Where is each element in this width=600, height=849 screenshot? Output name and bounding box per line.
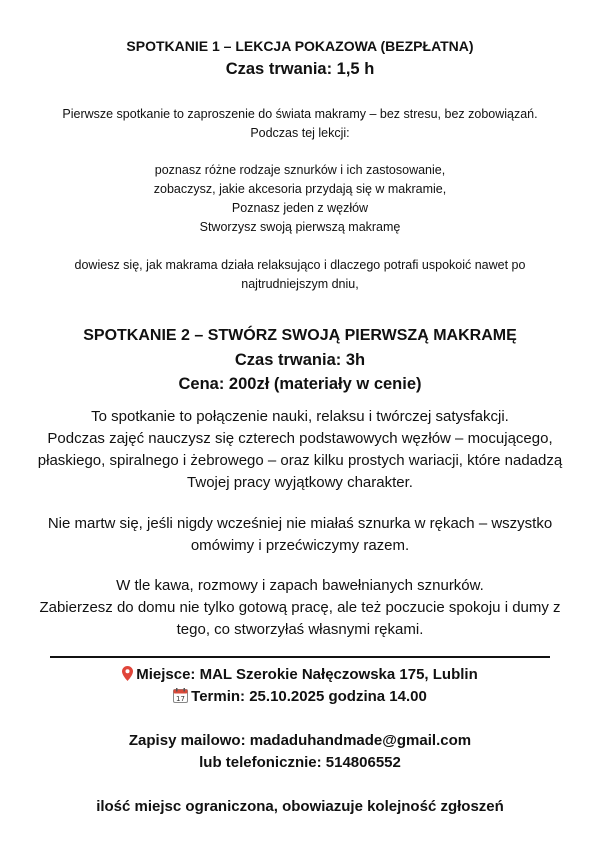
section2-para-line: To spotkanie to połączenie nauki, relaksu i twórczej satysfakcji. <box>91 408 509 425</box>
section1-intro <box>0 105 600 143</box>
section1-title: SPOTKANIE 1 – LEKCJA POKAZOWA (BEZPŁATNA) <box>126 38 474 54</box>
section1-intro-line: Podczas tej lekcji: <box>250 126 350 140</box>
section1-outro-line: najtrudniejszym dniu, <box>241 277 359 291</box>
location-line <box>0 664 600 686</box>
section2-para-line: Nie martw się, jeśli nigdy wcześniej nie miałaś sznurka w rękach – wszystko <box>47 515 553 532</box>
section1-outro <box>0 256 600 294</box>
section1-outro-line: dowiesz się, jak makrama działa relaksująco i dlaczego potrafi uspokoić nawet po <box>74 258 526 272</box>
section1-list <box>0 161 600 237</box>
pin-icon <box>122 664 133 686</box>
date-text: Termin: 25.10.2025 godzina 14.00 <box>191 688 427 705</box>
section1-intro-line: Pierwsze spotkanie to zaproszenie do świata makramy – bez stresu, bez zobowiązań. <box>62 107 538 121</box>
section2-para3 <box>0 575 600 641</box>
list-item: poznasz różne rodzaje sznurków i ich zastosowanie, <box>154 163 446 177</box>
location-text: Miejsce: MAL Szerokie Nałęczowska 175, Lublin <box>136 666 478 683</box>
list-item: Stworzysz swoją pierwszą makramę <box>199 220 401 234</box>
calendar-icon <box>173 686 188 708</box>
section2-para-line: W tle kawa, rozmowy i zapach bawełnianych sznurków. <box>116 577 484 594</box>
date-line <box>0 686 600 708</box>
section2-para-line: płaskiego, spiralnego i żebrowego – oraz kilku prostych wariacji, które nadadzą <box>37 452 563 469</box>
section2-para1 <box>0 406 600 494</box>
section2-price: Cena: 200zł (materiały w cenie) <box>178 375 422 393</box>
section2-title: SPOTKANIE 2 – STWÓRZ SWOJĄ PIERWSZĄ MAKRAMĘ <box>83 327 517 344</box>
divider <box>50 656 550 658</box>
section2-duration: Czas trwania: 3h <box>234 351 366 369</box>
section2-para-line: Twojej pracy wyjątkowy charakter. <box>187 474 413 491</box>
limited-seats-note: ilość miejsc ograniczona, obowiazuje kolejność zgłoszeń <box>96 798 504 815</box>
section1-duration: Czas trwania: 1,5 h <box>225 60 375 78</box>
section2-para-line: omówimy i przećwiczymy razem. <box>190 537 410 554</box>
phone-line: lub telefonicznie: 514806552 <box>199 754 401 771</box>
section2-para-line: Podczas zajęć nauczysz się czterech podstawowych węzłów – mocującego, <box>47 430 553 447</box>
list-item: Poznasz jeden z węzłów <box>231 201 369 215</box>
section2-para-line: Zabierzesz do domu nie tylko gotową pracę, ale też poczucie spokoju i dumy z <box>39 599 561 616</box>
section2-para-line: tego, co stworzyłaś własnymi rękami. <box>176 621 424 638</box>
list-item: zobaczysz, jakie akcesoria przydają się w makramie, <box>153 182 447 196</box>
svg-text:17: 17 <box>176 695 186 703</box>
email-line: Zapisy mailowo: madaduhandmade@gmail.com <box>128 732 472 749</box>
section2-para2 <box>0 513 600 557</box>
